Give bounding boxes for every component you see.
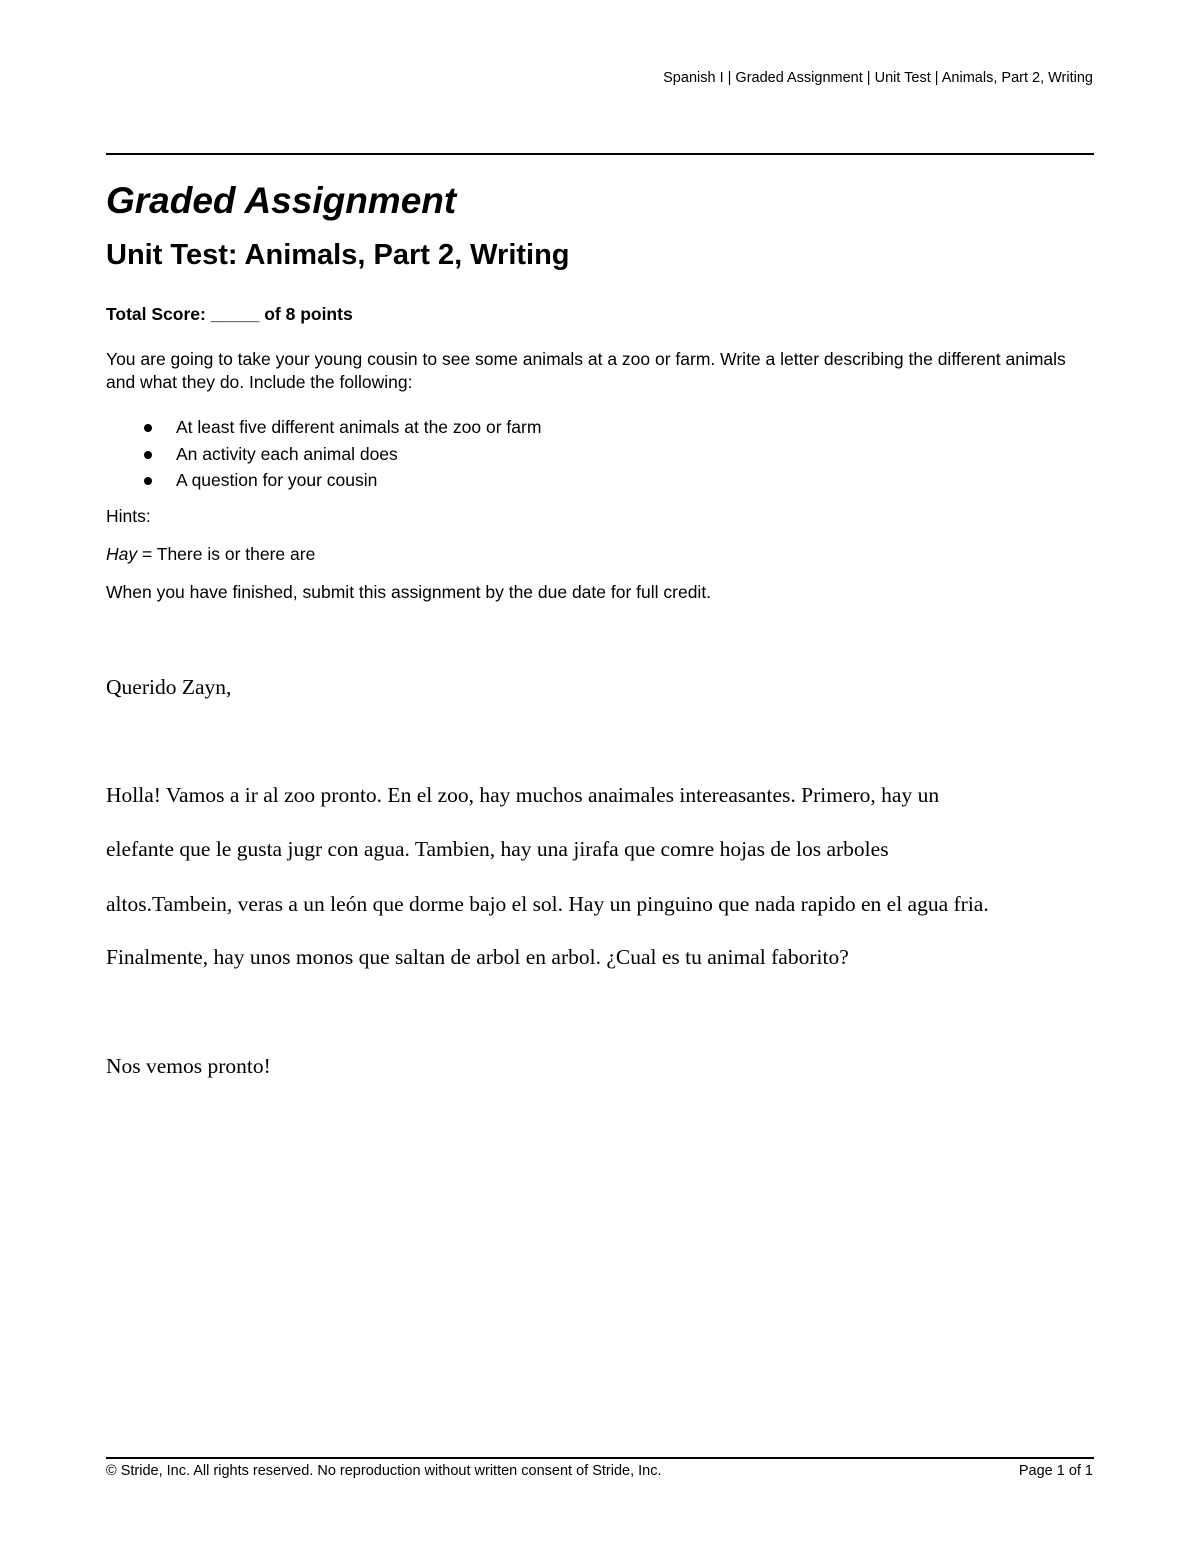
total-score: Total Score: _____ of 8 points (106, 304, 353, 324)
hint-term: Hay (106, 544, 138, 564)
letter-greeting: Querido Zayn, (106, 675, 232, 699)
list-item-text: At least five different animals at the zoo or farm (176, 417, 542, 437)
submit-note: When you have finished, submit this assignment by the due date for full credit. (106, 582, 712, 602)
requirements-list (106, 416, 541, 496)
list-item-text: A question for your cousin (176, 470, 378, 490)
page-title: Graded Assignment (106, 180, 457, 221)
bullet-icon (144, 477, 152, 485)
letter-line: elefante que le gusta jugr con agua. Tambien, hay una jirafa que comre hojas de los arboles (106, 837, 889, 861)
letter-closing: Nos vemos pronto! (106, 1054, 271, 1078)
footer-divider (106, 1457, 1094, 1459)
list-item (106, 443, 541, 470)
letter-line: Finalmente, hay unos monos que saltan de arbol en arbol. ¿Cual es tu animal faborito? (106, 945, 849, 969)
hint-definition: = There is or there are (137, 544, 316, 564)
list-item (106, 469, 541, 496)
letter-line: altos.Tambein, veras a un león que dorme bajo el sol. Hay un pinguino que nada rapido en el agua fria. (106, 892, 989, 916)
header-divider (106, 153, 1094, 155)
bullet-icon (144, 451, 152, 459)
bullet-icon (144, 424, 152, 432)
list-item-text: An activity each animal does (176, 443, 398, 464)
instructions: You are going to take your young cousin to see some animals at a zoo or farm. Write a letter describing the different animals and what they do. Include the following: (106, 349, 1066, 392)
page-number: Page 1 of 1 (1018, 1463, 1093, 1479)
hints-label: Hints: (106, 506, 151, 526)
running-header: Spanish I | Graded Assignment | Unit Test | Animals, Part 2, Writing (663, 70, 1093, 86)
page-subtitle: Unit Test: Animals, Part 2, Writing (106, 239, 570, 271)
hint (106, 544, 315, 565)
list-item (106, 416, 541, 443)
footer-copyright: © Stride, Inc. All rights reserved. No reproduction without written consent of Stride, Inc. (106, 1463, 662, 1479)
letter-line: Holla! Vamos a ir al zoo pronto. En el zoo, hay muchos anaimales intereasantes. Primero, hay un (106, 783, 940, 807)
